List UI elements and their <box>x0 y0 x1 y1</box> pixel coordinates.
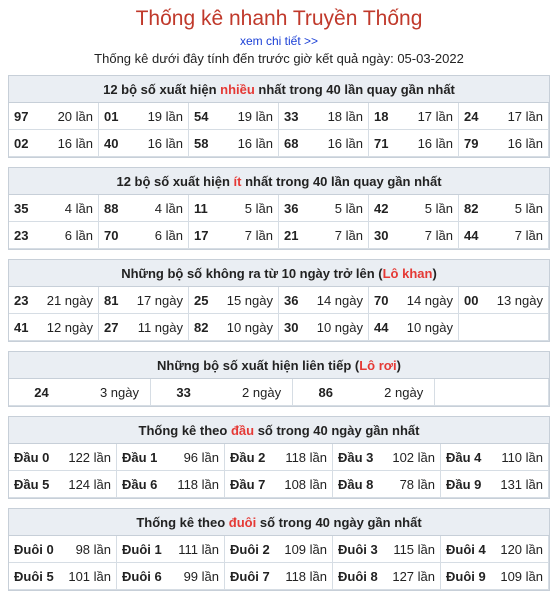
stat-number: 02 <box>14 135 29 151</box>
stat-number: Đầu 4 <box>446 449 482 465</box>
stat-count: 17 ngày <box>136 292 183 308</box>
see-details-link[interactable]: xem chi tiết >> <box>239 34 319 48</box>
stat-cell <box>9 314 99 341</box>
most-frequent-grid <box>9 103 549 157</box>
stat-count: 98 lần <box>75 541 111 557</box>
stat-count: 13 ngày <box>496 292 543 308</box>
stat-cell <box>189 314 279 341</box>
stat-cell <box>9 444 117 471</box>
heading-text: 12 bộ số xuất hiện <box>116 174 234 189</box>
stat-number: 42 <box>374 200 389 216</box>
stat-number: 18 <box>374 108 389 124</box>
stat-cell <box>225 536 333 563</box>
stat-count: 118 lần <box>177 476 219 492</box>
stat-number: 70 <box>104 227 119 243</box>
heading-highlight: Lô khan <box>382 266 433 281</box>
stat-cell <box>441 471 549 498</box>
page-subtitle: Thống kê dưới đây tính đến trước giờ kết quả ngày: 05-03-2022 <box>94 51 464 66</box>
stat-number: 30 <box>284 319 299 335</box>
stat-number: 82 <box>464 200 479 216</box>
stat-number: Đầu 3 <box>338 449 374 465</box>
stat-number: Đuôi 8 <box>338 568 378 584</box>
stat-number: Đầu 9 <box>446 476 482 492</box>
stat-cell <box>9 222 99 249</box>
stat-cell <box>333 444 441 471</box>
stat-cell <box>151 379 293 406</box>
stat-cell <box>99 103 189 130</box>
stat-count: 16 lần <box>57 135 93 151</box>
heading-highlight: nhiều <box>220 82 255 97</box>
dau-section <box>8 416 550 499</box>
stat-number: Đầu 8 <box>338 476 374 492</box>
stat-count: 110 lần <box>501 449 543 465</box>
stat-cell <box>99 195 189 222</box>
stat-cell <box>225 471 333 498</box>
stat-number: 44 <box>464 227 479 243</box>
stat-count: 16 lần <box>147 135 183 151</box>
stat-number: 68 <box>284 135 299 151</box>
stat-count: 19 lần <box>237 108 273 124</box>
stat-count: 16 lần <box>417 135 453 151</box>
stat-number: 79 <box>464 135 479 151</box>
stat-number: Đuôi 5 <box>14 568 54 584</box>
heading-text: nhất trong 40 lần quay gần nhất <box>241 174 442 189</box>
stat-number: 86 <box>318 384 333 400</box>
stat-cell <box>189 130 279 157</box>
stat-number: 11 <box>194 200 208 216</box>
stat-number: 21 <box>284 227 299 243</box>
stat-count: 108 lần <box>284 476 327 492</box>
stat-count: 7 lần <box>244 227 273 243</box>
duoi-section <box>8 508 550 591</box>
most-frequent-section <box>8 75 550 158</box>
stat-count: 118 lần <box>285 568 327 584</box>
stat-number: 36 <box>284 292 299 308</box>
stat-count: 16 lần <box>327 135 363 151</box>
stat-number: 54 <box>194 108 209 124</box>
stat-number: Đầu 0 <box>14 449 50 465</box>
page-title: Thống kê nhanh Truyền Thống <box>135 7 423 30</box>
stat-count: 7 lần <box>334 227 363 243</box>
stat-number: 24 <box>34 384 49 400</box>
stat-number: 23 <box>14 227 29 243</box>
stat-cell <box>441 444 549 471</box>
heading-highlight: đầu <box>230 423 255 438</box>
stat-cell <box>459 195 549 222</box>
stat-count: 15 ngày <box>226 292 273 308</box>
stat-count: 122 lần <box>68 449 111 465</box>
stat-number: Đầu 2 <box>230 449 266 465</box>
stat-number: 33 <box>284 108 299 124</box>
stat-number: 25 <box>194 292 209 308</box>
stat-count: 10 ngày <box>406 319 453 335</box>
heading-text: ) <box>432 266 437 281</box>
stat-number: 30 <box>374 227 389 243</box>
stat-count: 5 lần <box>424 200 453 216</box>
stat-cell <box>9 287 99 314</box>
stat-number: Đầu 5 <box>14 476 50 492</box>
stat-cell <box>369 195 459 222</box>
stat-cell <box>441 536 549 563</box>
stat-cell <box>99 222 189 249</box>
stat-number: 71 <box>374 135 389 151</box>
stat-cell <box>369 130 459 157</box>
stat-count: 115 lần <box>393 541 435 557</box>
stat-number: 35 <box>14 200 29 216</box>
stat-cell <box>333 563 441 590</box>
lo-khan-grid <box>9 287 549 341</box>
stat-count: 101 lần <box>68 568 111 584</box>
empty-cell <box>435 379 549 406</box>
stat-number: 58 <box>194 135 209 151</box>
stat-count: 111 lần <box>178 541 219 557</box>
stat-cell <box>9 536 117 563</box>
stat-count: 96 lần <box>183 449 219 465</box>
stat-count: 14 ngày <box>316 292 363 308</box>
least-frequent-heading <box>9 168 549 195</box>
stat-cell <box>459 314 549 341</box>
stat-number: 81 <box>104 292 119 308</box>
stat-cell <box>279 314 369 341</box>
lo-roi-heading <box>9 352 549 379</box>
stat-count: 12 ngày <box>46 319 93 335</box>
stat-cell <box>279 103 369 130</box>
heading-text: Thống kê theo <box>136 515 229 530</box>
stat-cell <box>459 103 549 130</box>
stat-number: Đuôi 4 <box>446 541 486 557</box>
stat-count: 7 lần <box>514 227 543 243</box>
stat-number: Đuôi 9 <box>446 568 486 584</box>
stat-count: 118 lần <box>285 449 327 465</box>
stat-count: 3 ngày <box>99 384 139 400</box>
lo-khan-heading <box>9 260 549 287</box>
heading-text: 12 bộ số xuất hiện <box>103 82 221 97</box>
heading-highlight: ít <box>233 174 242 189</box>
stat-number: 23 <box>14 292 29 308</box>
stat-cell <box>189 195 279 222</box>
stat-cell <box>99 314 189 341</box>
stat-number: Đầu 1 <box>122 449 158 465</box>
stat-number: 01 <box>104 108 119 124</box>
stat-count: 10 ngày <box>226 319 273 335</box>
stat-number: 00 <box>464 292 479 308</box>
stat-number: 88 <box>104 200 119 216</box>
stat-count: 6 lần <box>64 227 93 243</box>
stat-cell <box>225 563 333 590</box>
stat-cell <box>117 536 225 563</box>
heading-text: nhất trong 40 lần quay gần nhất <box>254 82 455 97</box>
stat-cell <box>9 195 99 222</box>
stat-count: 2 ngày <box>384 384 424 400</box>
stat-cell <box>369 103 459 130</box>
lo-roi-section <box>8 351 550 407</box>
stat-cell <box>117 563 225 590</box>
heading-text: Những bộ số không ra từ 10 ngày trở lên ( <box>121 266 383 281</box>
stat-cell <box>459 130 549 157</box>
stat-number: 40 <box>104 135 119 151</box>
stat-cell <box>189 103 279 130</box>
stat-count: 16 lần <box>507 135 543 151</box>
stat-cell <box>293 379 435 406</box>
stat-number: Đầu 7 <box>230 476 266 492</box>
stat-count: 109 lần <box>500 568 543 584</box>
stat-count: 131 lần <box>500 476 543 492</box>
stat-count: 7 lần <box>424 227 453 243</box>
stat-cell <box>117 444 225 471</box>
stat-number: 36 <box>284 200 299 216</box>
stat-number: Đuôi 2 <box>230 541 270 557</box>
stat-number: Đuôi 7 <box>230 568 270 584</box>
stat-count: 20 lần <box>57 108 93 124</box>
least-frequent-grid <box>9 195 549 249</box>
least-frequent-section <box>8 167 550 250</box>
stat-number: 33 <box>176 384 191 400</box>
stat-count: 120 lần <box>500 541 543 557</box>
stat-number: 41 <box>14 319 29 335</box>
stat-number: Đuôi 1 <box>122 541 162 557</box>
stat-cell <box>117 471 225 498</box>
stat-count: 99 lần <box>183 568 219 584</box>
stat-count: 21 ngày <box>46 292 93 308</box>
stat-count: 4 lần <box>154 200 183 216</box>
stat-number: Đuôi 3 <box>338 541 378 557</box>
stat-cell <box>441 563 549 590</box>
stat-count: 5 lần <box>244 200 273 216</box>
stat-number: 17 <box>194 227 209 243</box>
stat-count: 17 lần <box>417 108 453 124</box>
stat-count: 14 ngày <box>406 292 453 308</box>
stat-count: 17 lần <box>507 108 543 124</box>
stat-cell <box>333 471 441 498</box>
stat-count: 2 ngày <box>242 384 282 400</box>
stat-number: Đầu 6 <box>122 476 158 492</box>
stat-number: Đuôi 0 <box>14 541 54 557</box>
stat-cell <box>279 195 369 222</box>
stat-count: 102 lần <box>392 449 435 465</box>
heading-text: Thống kê theo <box>138 423 231 438</box>
heading-text: số trong 40 ngày gần nhất <box>256 515 422 530</box>
dau-heading <box>9 417 549 444</box>
stat-cell <box>279 130 369 157</box>
stat-cell <box>9 563 117 590</box>
stat-count: 11 ngày <box>137 319 183 335</box>
heading-highlight: Lô rơi <box>359 358 397 373</box>
duoi-heading <box>9 509 549 536</box>
stat-count: 5 lần <box>514 200 543 216</box>
stat-cell <box>459 287 549 314</box>
stat-count: 10 ngày <box>316 319 363 335</box>
stat-cell <box>189 287 279 314</box>
stat-count: 78 lần <box>399 476 435 492</box>
stat-cell <box>189 222 279 249</box>
stat-count: 5 lần <box>334 200 363 216</box>
stat-count: 127 lần <box>392 568 435 584</box>
stat-number: Đuôi 6 <box>122 568 162 584</box>
stat-cell <box>99 130 189 157</box>
stat-cell <box>225 444 333 471</box>
lo-roi-grid <box>9 379 549 406</box>
stat-cell <box>369 222 459 249</box>
stat-cell <box>369 287 459 314</box>
heading-text: ) <box>396 358 401 373</box>
stat-count: 4 lần <box>64 200 93 216</box>
stat-number: 70 <box>374 292 389 308</box>
dau-grid <box>9 444 549 498</box>
stat-cell <box>279 287 369 314</box>
stat-count: 18 lần <box>327 108 363 124</box>
stat-cell <box>9 471 117 498</box>
stat-cell <box>279 222 369 249</box>
stat-count: 19 lần <box>147 108 183 124</box>
stat-count: 6 lần <box>154 227 183 243</box>
stat-cell <box>333 536 441 563</box>
stat-cell <box>9 379 151 406</box>
stat-count: 124 lần <box>68 476 111 492</box>
stat-cell <box>369 314 459 341</box>
stat-cell <box>99 287 189 314</box>
stat-count: 109 lần <box>284 541 327 557</box>
heading-highlight: đuôi <box>228 515 257 530</box>
heading-text: số trong 40 ngày gần nhất <box>254 423 420 438</box>
lo-khan-section <box>8 259 550 342</box>
stat-number: 82 <box>194 319 209 335</box>
stat-cell <box>9 130 99 157</box>
stat-number: 27 <box>104 319 119 335</box>
most-frequent-heading <box>9 76 549 103</box>
stat-cell <box>459 222 549 249</box>
stat-count: 16 lần <box>237 135 273 151</box>
stat-cell <box>9 103 99 130</box>
stat-number: 24 <box>464 108 479 124</box>
duoi-grid <box>9 536 549 590</box>
stat-number: 44 <box>374 319 389 335</box>
heading-text: Những bộ số xuất hiện liên tiếp ( <box>156 358 360 373</box>
stat-number: 97 <box>14 108 29 124</box>
